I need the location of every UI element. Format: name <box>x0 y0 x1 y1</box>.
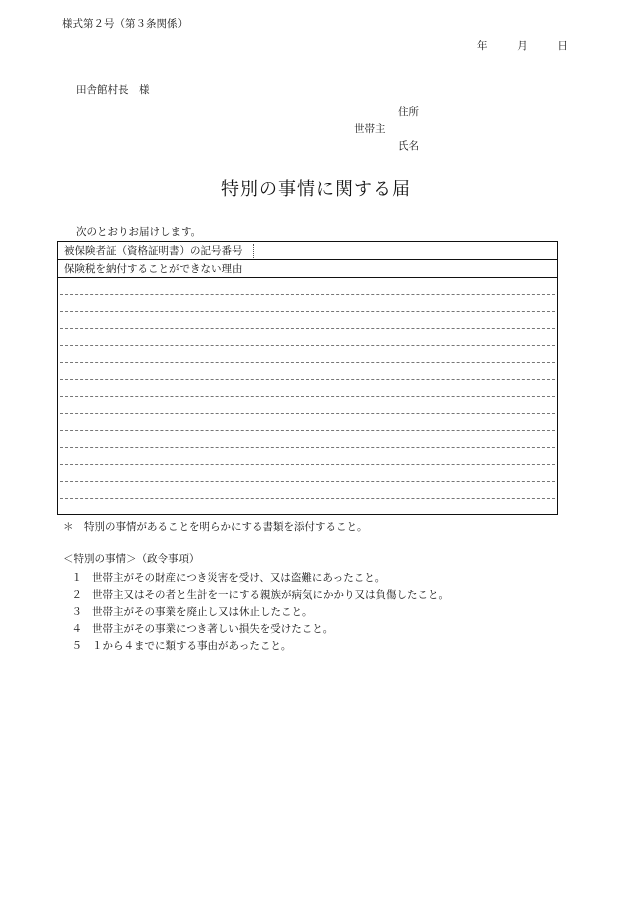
reason-writing-line <box>60 294 555 295</box>
list-item-number: ３ <box>71 606 82 618</box>
reason-writing-line <box>60 413 555 414</box>
reason-writing-line <box>60 430 555 431</box>
reason-writing-line <box>60 328 555 329</box>
date-month-label: 月 <box>517 40 528 52</box>
reason-row <box>58 260 557 278</box>
household-head-label: 世帯主 <box>354 123 386 135</box>
notification-form-table <box>57 241 558 515</box>
list-item-text: １から４までに類する事由があったこと。 <box>92 640 292 652</box>
reason-writing-line <box>60 498 555 499</box>
reason-writing-line <box>60 311 555 312</box>
date-year-label: 年 <box>477 40 488 52</box>
date-line <box>477 39 568 53</box>
list-item <box>62 588 542 605</box>
intro-text: 次のとおりお届けします。 <box>76 226 202 238</box>
list-item-text: 世帯主がその事業を廃止し又は休止したこと。 <box>92 606 313 618</box>
list-item-number: ４ <box>71 623 82 635</box>
form-number-label: 様式第２号（第３条関係） <box>62 18 188 30</box>
reason-writing-line <box>60 481 555 482</box>
addressee: 田舎館村長 様 <box>76 84 150 96</box>
list-item-text: 世帯主がその事業につき著しい損失を受けたこと。 <box>92 623 334 635</box>
reason-writing-line <box>60 447 555 448</box>
special-circumstances-heading: ＜特別の事情＞（政令事項） <box>63 553 200 565</box>
page-title: 特別の事情に関する届 <box>221 179 411 200</box>
insurance-number-label: 被保険者証（資格証明書）の記号番号 <box>64 245 243 257</box>
reason-writing-line <box>60 379 555 380</box>
reason-writing-line <box>60 362 555 363</box>
list-item-text: 世帯主がその財産につき災害を受け、又は盗難にあったこと。 <box>92 572 386 584</box>
reason-writing-line <box>60 345 555 346</box>
reason-label: 保険税を納付することができない理由 <box>64 263 243 275</box>
list-item-text: 世帯主又はその者と生計を一にする親族が病気にかかり又は負傷したこと。 <box>92 589 449 601</box>
list-item <box>62 622 542 639</box>
address-label: 住所 <box>398 106 419 118</box>
attachment-note: ＊ 特別の事情があることを明らかにする書類を添付すること。 <box>63 521 368 533</box>
insurance-number-separator <box>253 244 254 258</box>
list-item-number: ２ <box>71 589 82 601</box>
reason-writing-line <box>60 396 555 397</box>
reason-writing-line <box>60 464 555 465</box>
list-item-number: １ <box>71 572 82 584</box>
date-day-label: 日 <box>557 40 568 52</box>
insurance-number-row <box>58 242 557 260</box>
list-item <box>62 639 542 656</box>
name-label: 氏名 <box>398 140 419 152</box>
special-circumstances-list <box>62 571 542 656</box>
list-item-number: ５ <box>71 640 82 652</box>
list-item <box>62 571 542 588</box>
list-item <box>62 605 542 622</box>
